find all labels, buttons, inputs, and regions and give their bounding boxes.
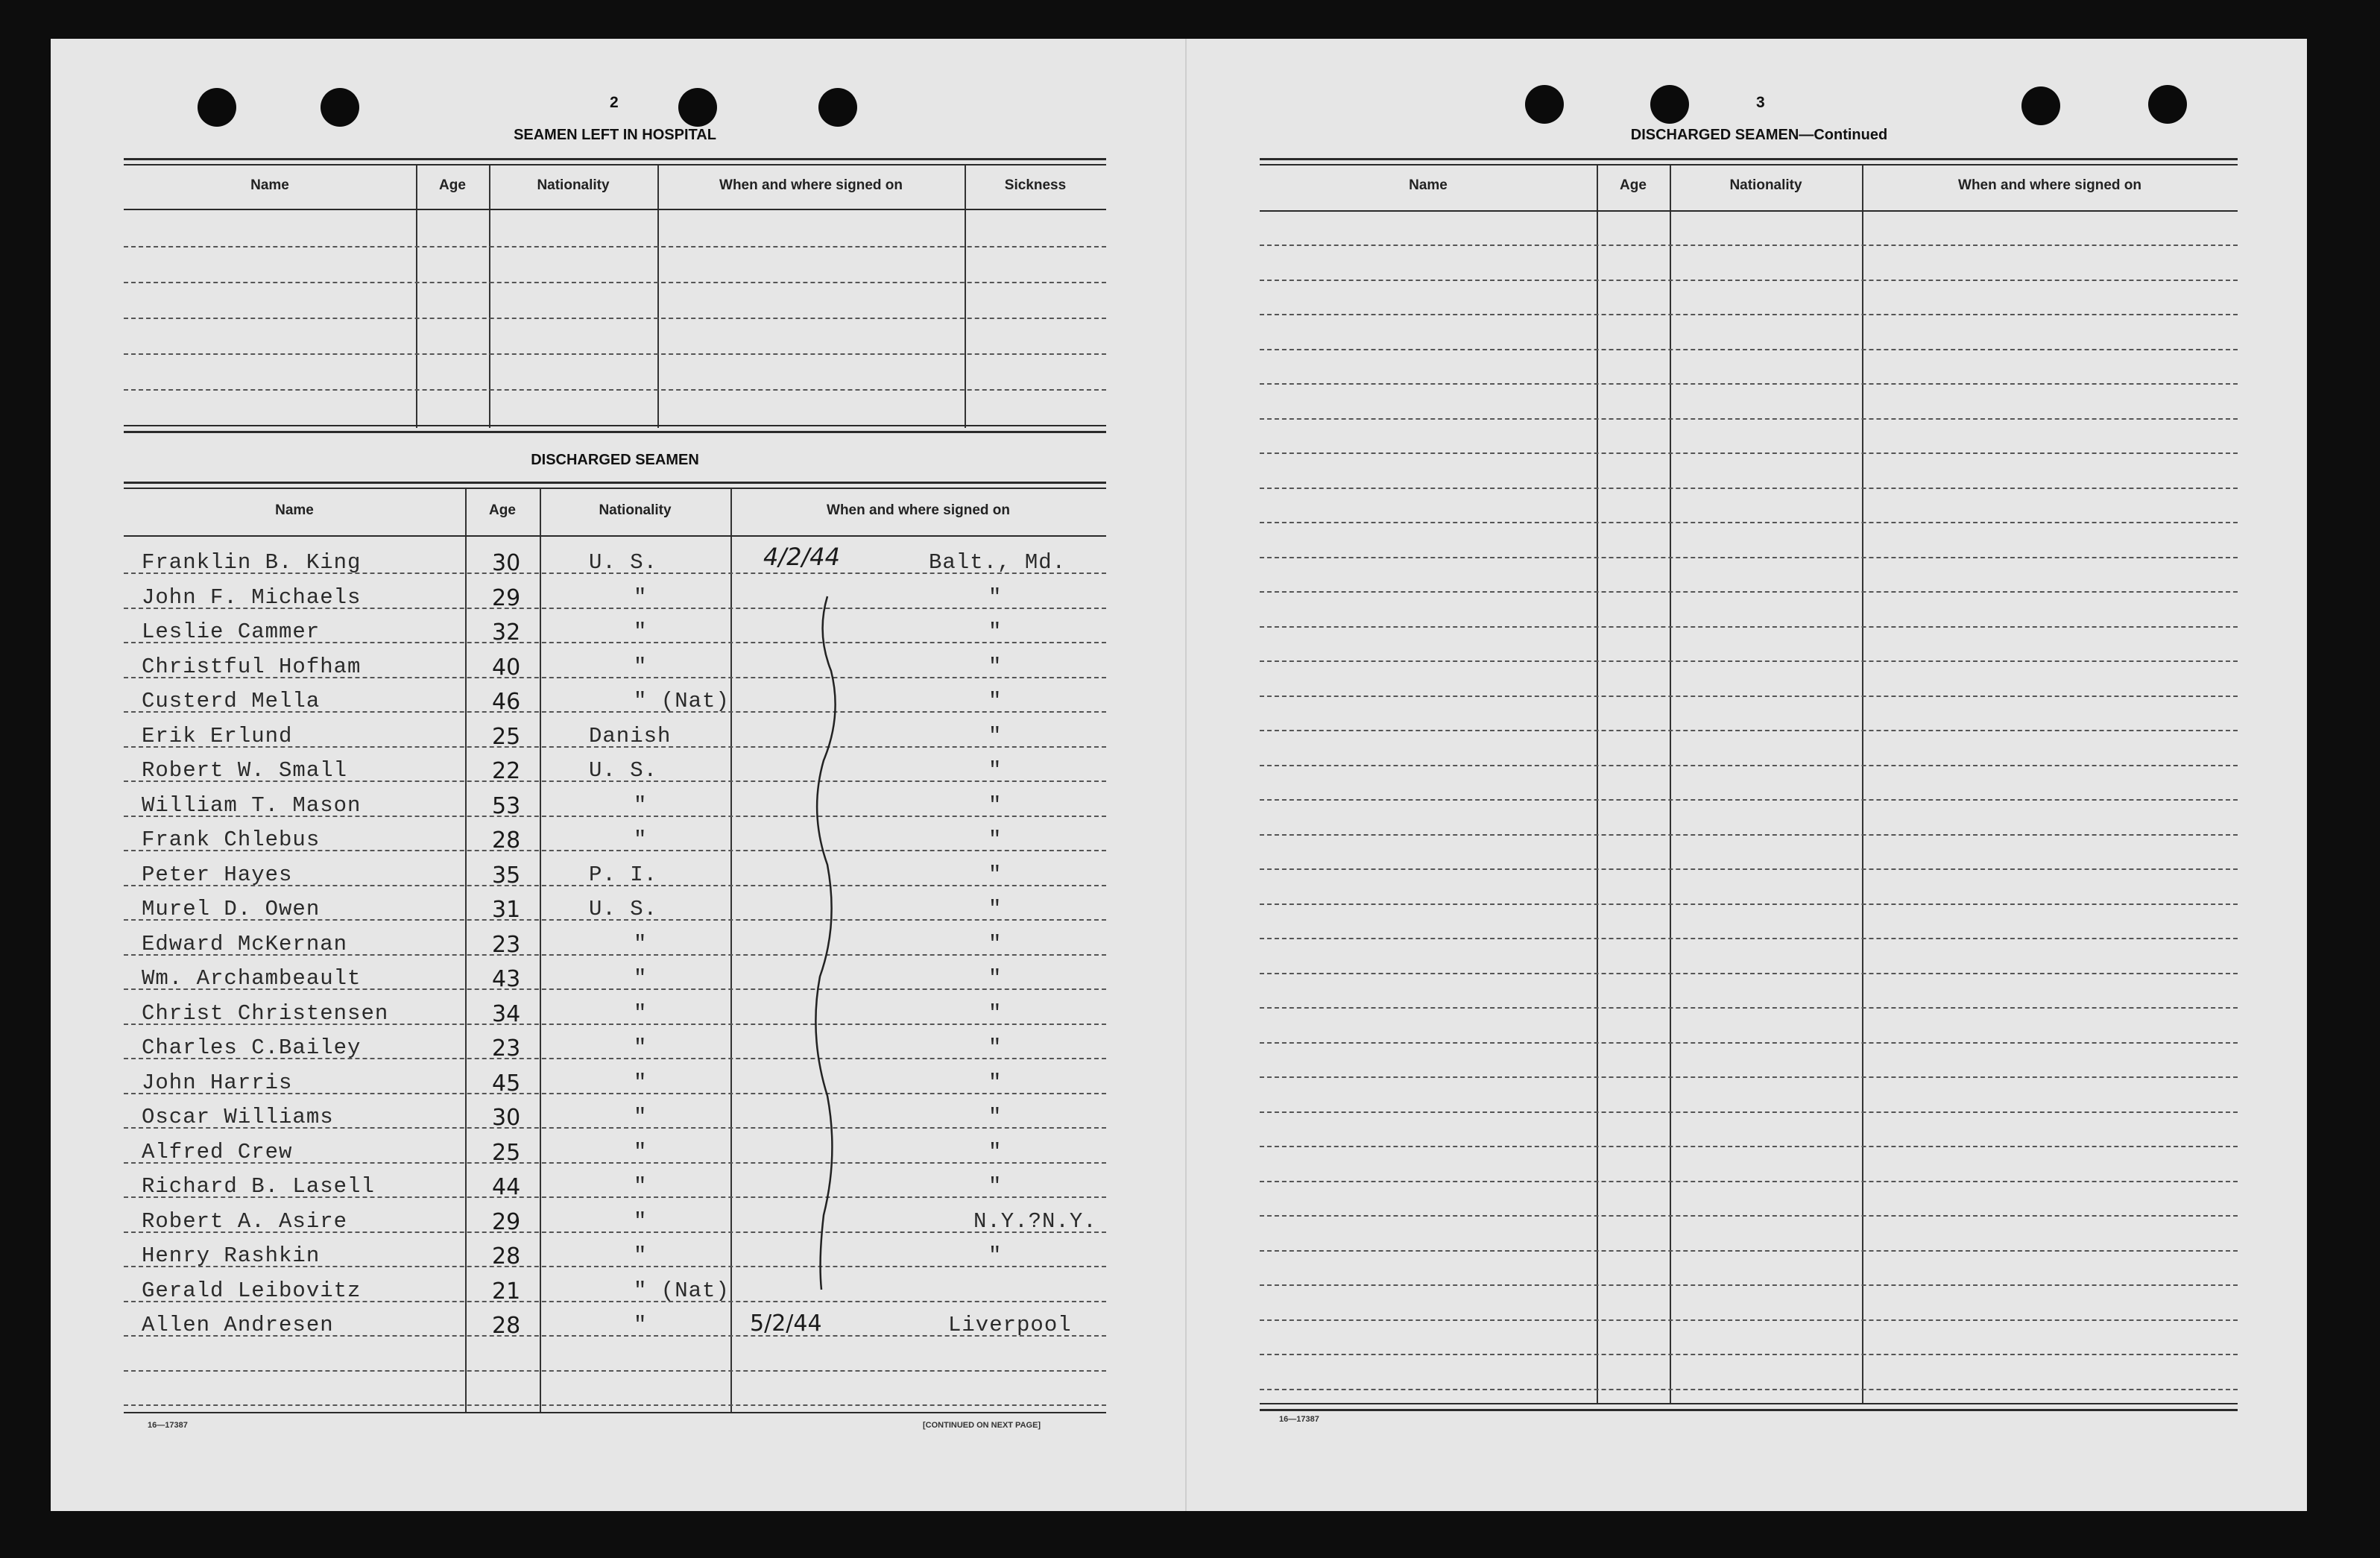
punch-hole xyxy=(1650,85,1689,124)
punch-hole xyxy=(678,88,717,127)
seaman-nationality: " xyxy=(634,1000,648,1026)
seaman-nationality: " xyxy=(634,1243,648,1268)
row-line xyxy=(1260,1007,2238,1009)
seaman-name: Christful Hofham xyxy=(142,654,362,679)
hospital-title: SEAMEN LEFT IN HOSPITAL xyxy=(514,127,716,143)
row-line xyxy=(1260,696,2238,697)
col-header: Name xyxy=(250,177,289,193)
seaman-name: Custerd Mella xyxy=(142,689,321,713)
seaman-nationality: " xyxy=(634,654,648,679)
col-header: Age xyxy=(489,502,516,518)
page-number-right: 3 xyxy=(1756,94,1765,111)
seaman-age: 21 xyxy=(492,1278,521,1305)
col-header: Sickness xyxy=(1004,177,1067,193)
seaman-nationality: Danish xyxy=(589,723,672,748)
seaman-signed-on: " xyxy=(988,758,1003,783)
seaman-age: 28 xyxy=(492,1313,521,1339)
row-line xyxy=(1260,1146,2238,1147)
seaman-name: Leslie Cammer xyxy=(142,619,321,644)
punch-hole xyxy=(2021,86,2060,125)
punch-hole xyxy=(198,88,236,127)
seaman-name: Robert W. Small xyxy=(142,758,348,783)
seaman-nationality: " (Nat) xyxy=(634,1278,730,1303)
seaman-signed-on: Balt., Md. xyxy=(929,550,1067,575)
seaman-name: Alfred Crew xyxy=(142,1139,293,1164)
seaman-nationality: " xyxy=(634,1105,648,1129)
seaman-name: William T. Mason xyxy=(142,792,362,818)
seaman-signed-on: " xyxy=(988,1243,1003,1268)
row-line xyxy=(1260,834,2238,836)
row-line xyxy=(1260,626,2238,628)
row-line xyxy=(1260,1215,2238,1217)
row-line xyxy=(124,1404,1106,1406)
row-line xyxy=(1260,973,2238,974)
seaman-nationality: " xyxy=(634,584,648,610)
col-header: Name xyxy=(275,502,314,518)
page-number-left: 2 xyxy=(610,94,619,111)
form-number-right: 16—17387 xyxy=(1279,1415,1319,1424)
seaman-signed-on: " xyxy=(988,654,1003,679)
row-line xyxy=(1260,591,2238,593)
row-line xyxy=(1260,314,2238,315)
seaman-signed-on: " xyxy=(988,827,1003,852)
seaman-nationality: U. S. xyxy=(589,897,658,921)
seaman-age: 23 xyxy=(492,931,521,958)
col-header: When and where signed on xyxy=(1958,177,2141,193)
seaman-nationality: U. S. xyxy=(589,550,658,575)
seaman-age: 25 xyxy=(492,723,521,750)
row-line xyxy=(1260,765,2238,766)
seaman-name: Christ Christensen xyxy=(142,1000,389,1026)
seaman-name: Oscar Williams xyxy=(142,1105,334,1129)
seaman-nationality: " xyxy=(634,1208,648,1234)
seaman-nationality: " xyxy=(634,792,648,818)
seaman-name: Robert A. Asire xyxy=(142,1208,348,1234)
handwritten-date-last: 5/2/44 xyxy=(750,1311,822,1337)
punch-hole xyxy=(818,88,857,127)
seaman-signed-on: Liverpool xyxy=(948,1313,1072,1337)
col-header: Age xyxy=(1620,177,1647,193)
seaman-nationality: U. S. xyxy=(589,758,658,783)
row-line xyxy=(1260,488,2238,489)
row-line xyxy=(124,1370,1106,1372)
row-line xyxy=(1260,903,2238,905)
seaman-name: Frank Chlebus xyxy=(142,827,321,852)
seaman-age: 31 xyxy=(492,897,521,923)
row-line xyxy=(1260,418,2238,420)
seaman-age: 46 xyxy=(492,689,521,715)
seaman-nationality: " xyxy=(634,1139,648,1164)
seaman-age: 30 xyxy=(492,1105,521,1131)
form-number-left: 16—17387 xyxy=(148,1421,188,1430)
seaman-nationality: " xyxy=(634,619,648,644)
seaman-age: 40 xyxy=(492,654,521,681)
row-line xyxy=(1260,1076,2238,1078)
seaman-name: John Harris xyxy=(142,1070,293,1095)
row-line xyxy=(1260,868,2238,870)
seaman-name: John F. Michaels xyxy=(142,584,362,610)
seaman-nationality: " xyxy=(634,1174,648,1199)
row-line xyxy=(1260,799,2238,801)
seaman-nationality: " (Nat) xyxy=(634,689,730,713)
page-fold xyxy=(1185,39,1187,1511)
seaman-age: 35 xyxy=(492,862,521,889)
row-line xyxy=(1260,1389,2238,1390)
seaman-nationality: " xyxy=(634,966,648,991)
seaman-nationality: " xyxy=(634,827,648,852)
seaman-age: 44 xyxy=(492,1174,521,1200)
col-header: Nationality xyxy=(1729,177,1802,193)
seaman-signed-on: " xyxy=(988,619,1003,644)
col-header: When and where signed on xyxy=(719,177,903,193)
col-header: Age xyxy=(439,177,466,193)
col-header: Nationality xyxy=(599,502,672,518)
row-line xyxy=(1260,383,2238,385)
row-line xyxy=(1260,1111,2238,1113)
punch-hole xyxy=(2148,85,2187,124)
handwritten-date-first: 4/2/44 xyxy=(763,543,840,571)
seaman-nationality: " xyxy=(634,931,648,956)
seaman-age: 25 xyxy=(492,1139,521,1166)
seaman-age: 53 xyxy=(492,792,521,819)
seaman-nationality: " xyxy=(634,1035,648,1060)
seaman-name: Gerald Leibovitz xyxy=(142,1278,362,1303)
row-line xyxy=(1260,280,2238,281)
row-line xyxy=(1260,1250,2238,1252)
seaman-signed-on: " xyxy=(988,862,1003,887)
row-line xyxy=(1260,1284,2238,1286)
seaman-name: Allen Andresen xyxy=(142,1313,334,1337)
seaman-name: Wm. Archambeault xyxy=(142,966,362,991)
seaman-age: 45 xyxy=(492,1070,521,1097)
col-header: When and where signed on xyxy=(827,502,1010,518)
row-line xyxy=(1260,938,2238,939)
seaman-signed-on: " xyxy=(988,689,1003,713)
row-line xyxy=(1260,522,2238,523)
row-line xyxy=(1260,1319,2238,1321)
seaman-age: 28 xyxy=(492,1243,521,1270)
seaman-name: Peter Hayes xyxy=(142,862,293,887)
row-line xyxy=(1260,1042,2238,1044)
row-line xyxy=(1260,1354,2238,1355)
seaman-nationality: " xyxy=(634,1313,648,1337)
seaman-age: 29 xyxy=(492,584,521,611)
seaman-name: Franklin B. King xyxy=(142,550,362,575)
seaman-name: Charles C.Bailey xyxy=(142,1035,362,1060)
seaman-signed-on: " xyxy=(988,584,1003,610)
seaman-signed-on: " xyxy=(988,1000,1003,1026)
seaman-name: Richard B. Lasell xyxy=(142,1174,375,1199)
seaman-age: 28 xyxy=(492,827,521,854)
punch-hole xyxy=(321,88,359,127)
row-line xyxy=(1260,452,2238,454)
seaman-signed-on: " xyxy=(988,1174,1003,1199)
seaman-age: 22 xyxy=(492,758,521,784)
seaman-signed-on: " xyxy=(988,792,1003,818)
discharged-title: DISCHARGED SEAMEN xyxy=(531,452,699,468)
document-sheet xyxy=(51,39,2307,1511)
seaman-name: Henry Rashkin xyxy=(142,1243,321,1268)
seaman-age: 43 xyxy=(492,966,521,992)
seaman-signed-on: " xyxy=(988,723,1003,748)
row-line xyxy=(1260,730,2238,731)
seaman-name: Murel D. Owen xyxy=(142,897,321,921)
seaman-age: 34 xyxy=(492,1000,521,1027)
ditto-bracket-line xyxy=(798,589,842,1297)
seaman-signed-on: " xyxy=(988,897,1003,921)
seaman-age: 32 xyxy=(492,619,521,646)
row-line xyxy=(1260,245,2238,246)
continued-note: [CONTINUED ON NEXT PAGE] xyxy=(923,1421,1041,1430)
row-line xyxy=(1260,349,2238,350)
seaman-signed-on: N.Y.?N.Y. xyxy=(973,1208,1097,1234)
right-title: DISCHARGED SEAMEN—Continued xyxy=(1630,127,1888,143)
row-line xyxy=(1260,1181,2238,1182)
seaman-age: 30 xyxy=(492,550,521,576)
seaman-name: Edward McKernan xyxy=(142,931,348,956)
seaman-age: 23 xyxy=(492,1035,521,1062)
punch-hole xyxy=(1525,85,1564,124)
seaman-age: 29 xyxy=(492,1208,521,1235)
row-line xyxy=(1260,660,2238,662)
col-header: Name xyxy=(1409,177,1448,193)
seaman-signed-on: " xyxy=(988,1105,1003,1129)
seaman-nationality: " xyxy=(634,1070,648,1095)
seaman-signed-on: " xyxy=(988,1070,1003,1095)
seaman-signed-on: " xyxy=(988,931,1003,956)
col-header: Nationality xyxy=(537,177,610,193)
seaman-signed-on: " xyxy=(988,966,1003,991)
row-line xyxy=(1260,557,2238,558)
seaman-nationality: P. I. xyxy=(589,862,658,887)
seaman-name: Erik Erlund xyxy=(142,723,293,748)
seaman-signed-on: " xyxy=(988,1035,1003,1060)
seaman-signed-on: " xyxy=(988,1139,1003,1164)
